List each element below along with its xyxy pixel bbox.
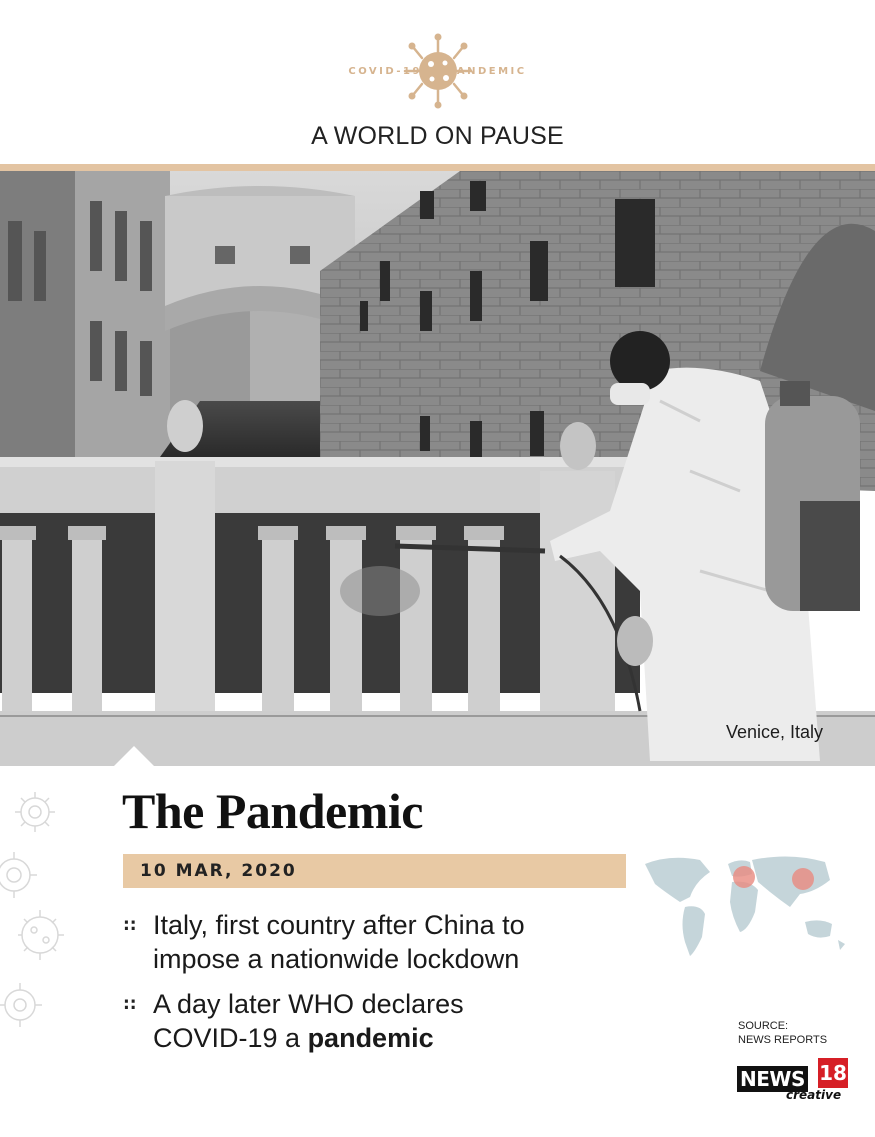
bullet-2-line-1: A day later WHO declares <box>153 989 464 1019</box>
bullet-text-1 <box>153 908 525 976</box>
headline: A WORLD ON PAUSE <box>311 122 564 150</box>
bullet-2-line-2-bold: pandemic <box>307 1023 434 1053</box>
accent-divider <box>0 164 875 171</box>
source-note <box>738 1019 827 1047</box>
bullet-1-line-1: Italy, first country after China to <box>153 910 525 940</box>
photo-caption: Venice, Italy <box>725 722 823 742</box>
article-title: The Pandemic <box>122 783 423 839</box>
brand-logo-news: NEWS <box>737 1066 808 1092</box>
caret-marker <box>112 744 156 768</box>
bullet-text-2 <box>153 987 464 1055</box>
bullet-marker: :: <box>123 915 137 935</box>
bullet-2-line-2-prefix: COVID-19 a <box>153 1023 308 1053</box>
logo-text-left: COVID-19 <box>348 66 422 77</box>
source-line-2: NEWS REPORTS <box>738 1034 828 1046</box>
logo-text-right: PANDEMIC <box>447 66 527 77</box>
bullet-1-line-2: impose a nationwide lockdown <box>153 944 520 974</box>
brand-logo-number: 18 <box>818 1058 848 1088</box>
logo-text <box>300 66 575 77</box>
virus-pattern-icon <box>0 790 70 1050</box>
world-map-icon <box>640 852 850 962</box>
article-date: 10 MAR, 2020 <box>140 861 297 881</box>
brand-logo-tag: creative <box>786 1088 842 1102</box>
hero-photo <box>0 171 875 766</box>
bullet-marker: :: <box>123 994 137 1014</box>
source-line-1: SOURCE: <box>738 1020 789 1032</box>
bullet-2-line-2 <box>153 1021 464 1055</box>
